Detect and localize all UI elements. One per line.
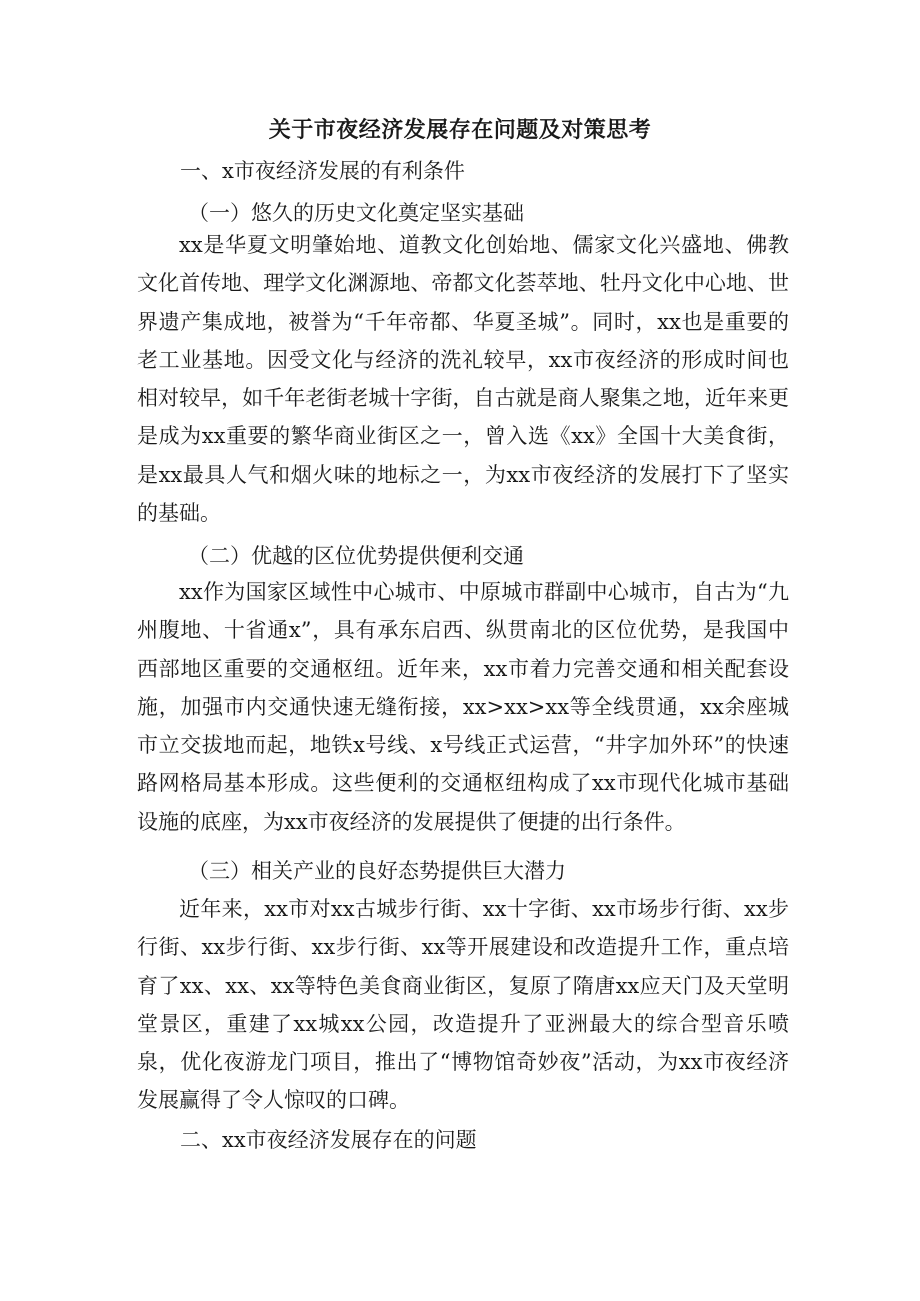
subsection-heading-3: （三）相关产业的良好态势提供巨大潜力 (188, 859, 566, 883)
paragraph-history-culture: xx是华夏文明肇始地、道教文化创始地、儒家文化兴盛地、佛教文化首传地、理学文化渊源地、帝都文化荟萃地、牡丹文化中心地、世界遗产集成地，被誉为“千年帝都、华夏圣城”。同时，xx也是重要的老工业基地。因受文化与经济的洗礼较早，xx市夜经济的形成时间也相对较早，如千年老街老城十字街，自古就是商人聚集之地，近年来更是成为xx重要的繁华商业街区之一，曾入选《xx》全国十大美食街，是xx最具人气和烟火味的地标之一，为xx市夜经济的发展打下了坚实的基础。 (137, 233, 789, 526)
document-title: 关于市夜经济发展存在问题及对策思考 (268, 117, 652, 143)
subsection-heading-1: （一）悠久的历史文化奠定坚实基础 (188, 201, 524, 225)
paragraph-related-industries: 近年来，xx市对xx古城步行街、xx十字街、xx市场步行街、xx步行街、xx步行街、xx步行街、xx等开展建设和改造提升工作，重点培育了xx、xx、xx等特色美食商业街区，复原了隋唐xx应天门及天堂明堂景区，重建了xx城xx公园，改造提升了亚洲最大的综合型音乐喷泉，优化夜游龙门项目，推出了“博物馆奇妙夜”活动，为xx市夜经济发展赢得了令人惊叹的口碑。 (137, 897, 789, 1113)
section-heading-1: 一、x市夜经济发展的有利条件 (180, 159, 465, 183)
section-heading-2: 二、xx市夜经济发展存在的问题 (180, 1128, 477, 1152)
paragraph-location-transport: xx作为国家区域性中心城市、中原城市群副中心城市，自古为“九州腹地、十省通x”，具有承东启西、纵贯南北的区位优势，是我国中西部地区重要的交通枢纽。近年来，xx市着力完善交通和相关配套设施，加强市内交通快速无缝衔接，xx>xx>xx等全线贯通，xx余座城市立交拔地而起，地铁x号线、x号线正式运营，“井字加外环”的快速路网格局基本形成。这些便利的交通枢纽构成了xx市现代化城市基础设施的底座，为xx市夜经济的发展提供了便捷的出行条件。 (137, 580, 789, 834)
subsection-heading-2: （二）优越的区位优势提供便利交通 (188, 544, 524, 568)
